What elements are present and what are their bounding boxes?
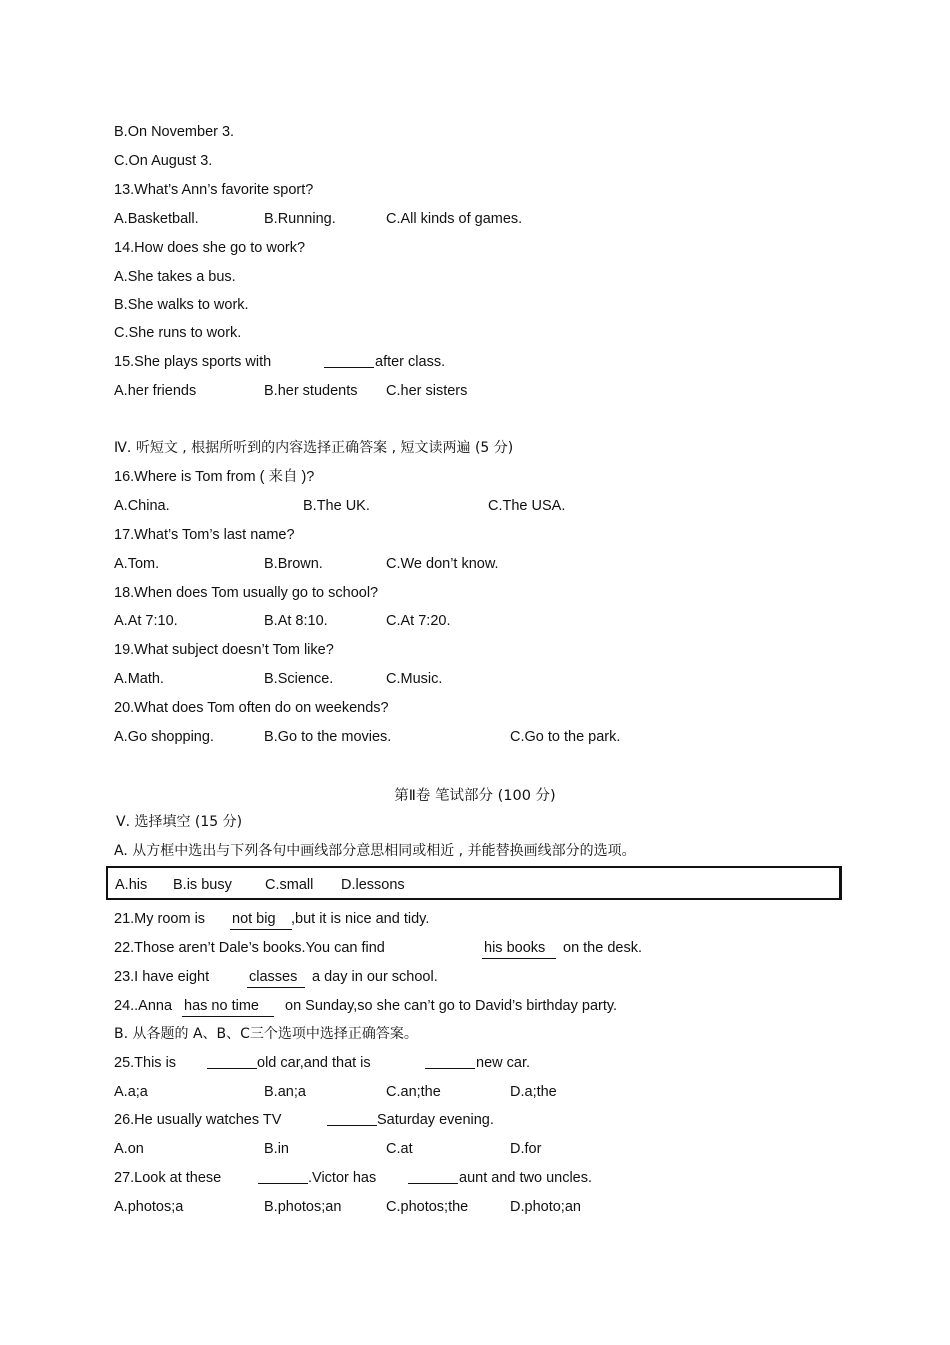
box-option-c: C.small: [265, 877, 314, 893]
q26-option-c: C.at: [386, 1141, 413, 1157]
q12-option-b: B.On November 3.: [114, 124, 235, 140]
q25-part-2: old car,and that is: [257, 1055, 371, 1071]
q15-stem-after: after class.: [375, 354, 446, 370]
q13-option-c: C.All kinds of games.: [386, 211, 523, 227]
q14-option-b: B.She walks to work.: [114, 297, 249, 313]
answer-blank: [327, 1111, 377, 1126]
word-box: [106, 866, 842, 900]
q15-option-b: B.her students: [264, 383, 358, 399]
q17-stem: 17.What’s Tom’s last name?: [114, 527, 295, 543]
q27-option-d: D.photo;an: [510, 1199, 581, 1215]
q16-option-c: C.The USA.: [488, 498, 566, 514]
q22-before: 22.Those aren’t Dale’s books.You can find: [114, 940, 385, 956]
q22-underlined: his books: [482, 939, 556, 959]
q25-option-a: A.a;a: [114, 1084, 148, 1100]
q14-option-a: A.She takes a bus.: [114, 269, 236, 285]
q25-part-3: new car.: [476, 1055, 530, 1071]
q14-stem: 14.How does she go to work?: [114, 240, 306, 256]
q14-option-c: C.She runs to work.: [114, 325, 242, 341]
q25-option-d: D.a;the: [510, 1084, 557, 1100]
q20-option-a: A.Go shopping.: [114, 729, 214, 745]
q26-part-2: Saturday evening.: [377, 1112, 494, 1128]
q17-option-b: B.Brown.: [264, 556, 323, 572]
q25-option-c: C.an;the: [386, 1084, 441, 1100]
q27-option-b: B.photos;an: [264, 1199, 342, 1215]
q26-option-d: D.for: [510, 1141, 542, 1157]
q21-before: 21.My room is: [114, 911, 206, 927]
q16-option-a: A.China.: [114, 498, 170, 514]
q16-option-b: B.The UK.: [303, 498, 370, 514]
box-option-d: D.lessons: [341, 877, 405, 893]
q25-part-1: 25.This is: [114, 1055, 177, 1071]
q26-option-b: B.in: [264, 1141, 289, 1157]
q27-part-3: aunt and two uncles.: [459, 1170, 593, 1186]
q26-part-1: 26.He usually watches TV: [114, 1112, 282, 1128]
q16-stem: 16.Where is Tom from ( 来自 )?: [114, 469, 315, 485]
q19-option-b: B.Science.: [264, 671, 334, 687]
q19-option-c: C.Music.: [386, 671, 443, 687]
q21-after: ,but it is nice and tidy.: [291, 911, 430, 927]
answer-blank: [258, 1169, 308, 1184]
box-option-b: B.is busy: [173, 877, 232, 893]
section-4-heading: Ⅳ. 听短文 , 根据所听到的内容选择正确答案 , 短文读两遍 (5 分): [114, 440, 514, 456]
q18-stem: 18.When does Tom usually go to school?: [114, 585, 379, 601]
volume-2-heading: 第Ⅱ卷 笔试部分 (100 分): [394, 788, 556, 804]
q27-part-2: .Victor has: [308, 1170, 377, 1186]
q23-after: a day in our school.: [312, 969, 438, 985]
part-a-instruction: A. 从方框中选出与下列各句中画线部分意思相同或相近 , 并能替换画线部分的选项。: [114, 843, 636, 859]
q25-option-b: B.an;a: [264, 1084, 306, 1100]
q19-stem: 19.What subject doesn’t Tom like?: [114, 642, 334, 658]
q18-option-b: B.At 8:10.: [264, 613, 328, 629]
q27-part-1: 27.Look at these: [114, 1170, 222, 1186]
q15-stem-before: 15.She plays sports with: [114, 354, 272, 370]
answer-blank: [324, 353, 374, 368]
q20-option-c: C.Go to the park.: [510, 729, 621, 745]
q21-underlined: not big: [230, 910, 292, 930]
q20-stem: 20.What does Tom often do on weekends?: [114, 700, 389, 716]
part-b-instruction: B. 从各题的 A、B、C三个选项中选择正确答案。: [114, 1026, 418, 1042]
answer-blank: [408, 1169, 458, 1184]
q12-option-c: C.On August 3.: [114, 153, 213, 169]
section-5-heading: Ⅴ. 选择填空 (15 分): [116, 814, 243, 830]
q13-stem: 13.What’s Ann’s favorite sport?: [114, 182, 314, 198]
q15-option-a: A.her friends: [114, 383, 197, 399]
q22-after: on the desk.: [563, 940, 642, 956]
q18-option-a: A.At 7:10.: [114, 613, 178, 629]
q17-option-a: A.Tom.: [114, 556, 160, 572]
q26-option-a: A.on: [114, 1141, 144, 1157]
q27-option-a: A.photos;a: [114, 1199, 184, 1215]
answer-blank: [207, 1054, 257, 1069]
box-option-a: A.his: [115, 877, 148, 893]
q17-option-c: C.We don’t know.: [386, 556, 499, 572]
answer-blank: [425, 1054, 475, 1069]
q13-option-b: B.Running.: [264, 211, 336, 227]
q15-option-c: C.her sisters: [386, 383, 468, 399]
q27-option-c: C.photos;the: [386, 1199, 469, 1215]
q24-underlined: has no time: [182, 997, 274, 1017]
q13-option-a: A.Basketball.: [114, 211, 199, 227]
q19-option-a: A.Math.: [114, 671, 164, 687]
q18-option-c: C.At 7:20.: [386, 613, 451, 629]
q23-underlined: classes: [247, 968, 305, 988]
q20-option-b: B.Go to the movies.: [264, 729, 392, 745]
q23-before: 23.I have eight: [114, 969, 210, 985]
q24-after: on Sunday,so she can’t go to David’s birthday party.: [285, 998, 618, 1014]
q24-before: 24..Anna: [114, 998, 173, 1014]
